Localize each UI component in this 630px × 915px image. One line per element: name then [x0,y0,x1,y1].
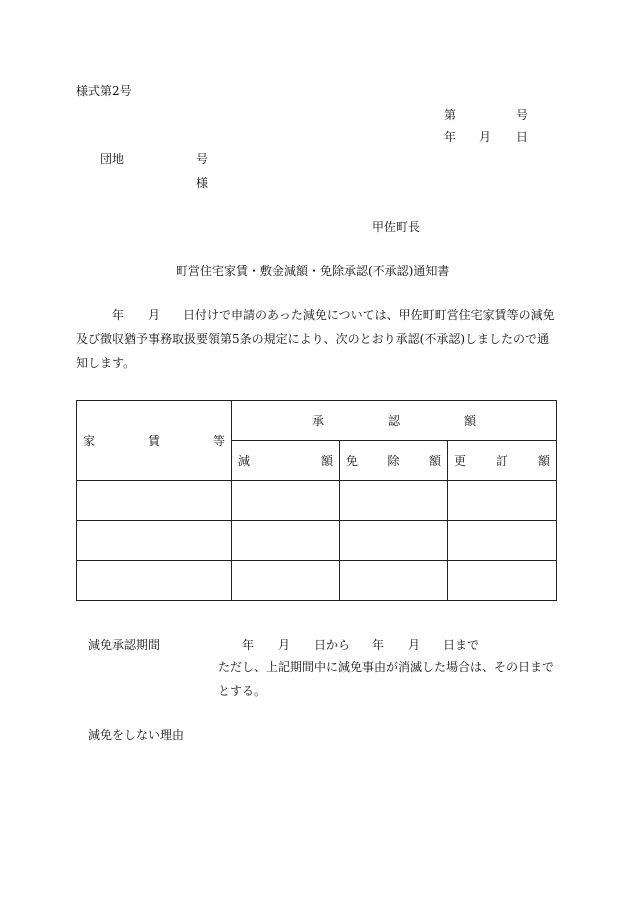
form-number: 様式第2号 [76,84,132,98]
approved-header [232,412,556,429]
approved-header-cell [232,401,557,441]
exemption-header-cell [340,441,448,481]
period-label: 減免承認期間 [88,638,161,652]
recipient-danchi: 団地 [100,152,125,166]
page-title: 町営住宅家賃・敷金減額・免除承認(不承認)通知書 [176,264,450,278]
body-month: 月 [148,308,161,322]
period-to-month: 月 [408,638,421,652]
header-char: 訂 [496,454,509,468]
rent-header-cell [77,401,232,481]
header-char: 除 [387,454,400,468]
table-cell[interactable] [340,481,448,521]
exemption-header [340,452,447,469]
date-month: 月 [479,130,492,144]
header-char: 家 [83,434,96,448]
header-char: 額 [320,454,333,468]
revised-header [448,452,556,469]
table-cell[interactable] [448,521,557,561]
date-day: 日 [516,130,529,144]
header-char: 額 [464,414,477,428]
body-line3: 知します。 [76,356,136,370]
header-char: 賃 [147,434,160,448]
reduction-header [232,452,339,469]
table-row [77,521,557,561]
table-cell[interactable] [340,561,448,601]
header-char: 額 [538,454,551,468]
doc-number-suffix: 号 [516,108,529,122]
body-year: 年 [112,308,125,322]
table-cell[interactable] [77,561,232,601]
approval-table [76,400,557,601]
period-from-day: 日から [314,638,351,652]
recipient-sama: 様 [196,176,209,190]
period-from-month: 月 [278,638,291,652]
header-char: 減 [238,454,251,468]
table-cell[interactable] [77,481,232,521]
period-note-line1: ただし、上記期間中に減免事由が消滅した場合は、その日まで [218,660,555,674]
doc-number-prefix: 第 [444,108,457,122]
period-note-line2: とする。 [218,684,267,698]
date-year: 年 [444,130,457,144]
header-char: 更 [454,454,467,468]
period-to-day: 日まで [443,638,480,652]
header-char: 額 [428,454,441,468]
table-row [77,481,557,521]
recipient-go: 号 [196,152,209,166]
period-from-year: 年 [242,638,255,652]
table-cell[interactable] [232,521,340,561]
table-cell[interactable] [77,521,232,561]
header-char: 免 [346,454,359,468]
reduction-header-cell [232,441,340,481]
header-char: 認 [388,414,401,428]
header-char: 承 [312,414,325,428]
table-cell[interactable] [232,561,340,601]
table-cell[interactable] [448,561,557,601]
table-cell[interactable] [232,481,340,521]
revised-header-cell [448,441,557,481]
rent-header [77,432,231,449]
issuer: 甲佐町長 [372,220,421,234]
body-line1: 日付けで申請のあった減免については、甲佐町町営住宅家賃等の減免 [183,308,555,322]
table-row [77,561,557,601]
header-char: 等 [212,434,225,448]
table-header-row [77,401,557,441]
reason-label: 減免をしない理由 [88,728,185,742]
table-cell[interactable] [340,521,448,561]
body-line2: 及び徴収猶予事務取扱要領第5条の規定により、次のとおり承認(不承認)しましたので通 [76,332,550,346]
period-to-year: 年 [372,638,385,652]
table-cell[interactable] [448,481,557,521]
